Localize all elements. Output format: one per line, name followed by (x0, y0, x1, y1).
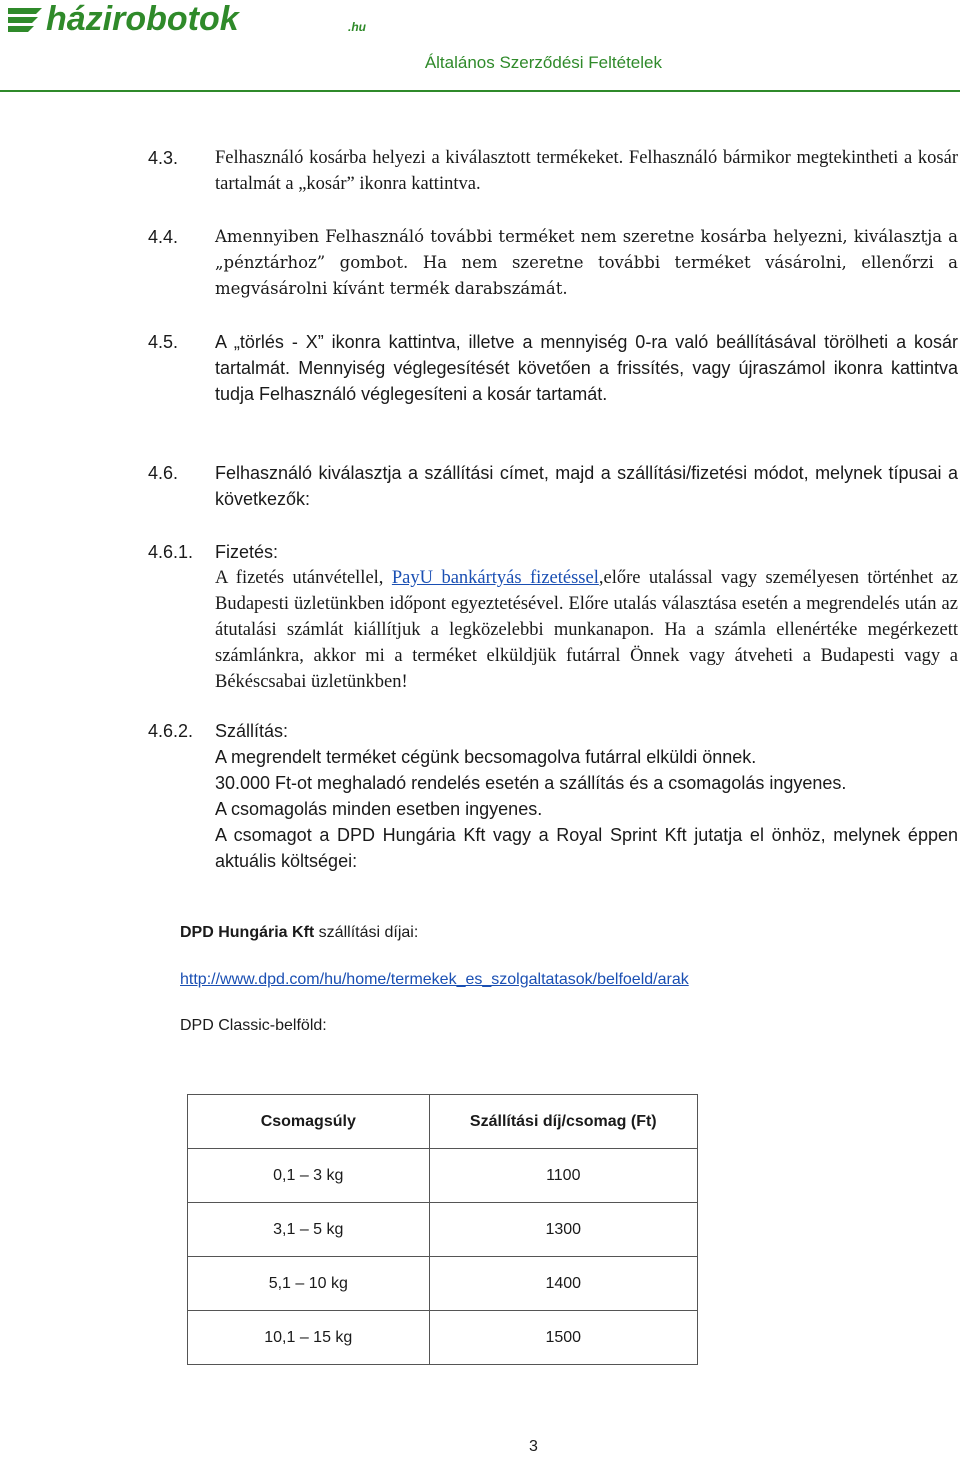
fee-cell: 1300 (429, 1203, 697, 1257)
section-text: Fizetés: A fizetés utánvétellel, PayU bankártyás fizetéssel,előre utalással vagy személyesen történhet az Budapesti üzletünkben időpont egyeztetésével. Előre utalás választása esetén a megrendelés után az átutalási számlát kiállítjuk a legközelebbi munkanapon. Ha a számla ellenértéke megérkezett számlánkra, akkor mi a terméket elküldjük futárral Önnek vagy átveheti a Budapesti vagy a Békéscsabai üzletünkben! (215, 539, 958, 695)
weight-cell: 10,1 – 15 kg (188, 1311, 430, 1365)
dpd-heading: DPD Hungária Kft szállítási díjai: (180, 924, 419, 941)
section-number: 4.6. (148, 463, 179, 483)
column-header-weight: Csomagsúly (188, 1095, 430, 1149)
section-number: 4.5. (148, 332, 179, 352)
section-4-6-1 (148, 539, 958, 695)
section-4-3 (148, 145, 958, 197)
section-heading: Szállítás: (215, 721, 289, 741)
section-number: 4.6.2. (148, 721, 194, 741)
dpd-url-line (180, 971, 689, 989)
fee-cell: 1100 (429, 1149, 697, 1203)
weight-cell: 5,1 – 10 kg (188, 1257, 430, 1311)
section-text: Felhasználó kosárba helyezi a kiválasztott termékeket. Felhasználó bármikor megtekintheti a kosár tartalmát a „kosár” ikonra kattintva. (215, 148, 958, 194)
fee-cell: 1400 (429, 1257, 697, 1311)
section-4-6 (148, 460, 958, 512)
logo-text: házirobotok (46, 2, 239, 34)
section-text: Szállítás: A megrendelt terméket cégünk becsomagolva futárral elküldi önnek. 30.000 Ft-ot meghaladó rendelés esetén a szállítás és a csomagolás ingyenes. A csomagolás minden esetben ingyenes. A csomagot a DPD Hungária Kft vagy a Royal Sprint Kft jutatja el önhöz, melynek éppen aktuális költségei: (215, 718, 958, 874)
fee-cell: 1500 (429, 1311, 697, 1365)
weight-cell: 3,1 – 5 kg (188, 1203, 430, 1257)
section-heading: Fizetés: (215, 542, 279, 562)
section-text: Felhasználó kiválasztja a szállítási címet, majd a szállítási/fizetési módot, melynek típusai a következők: (215, 463, 958, 509)
column-header-fee: Szállítási díj/csomag (Ft) (429, 1095, 697, 1149)
header-divider (0, 90, 960, 92)
section-number: 4.6.1. (148, 542, 194, 562)
dpd-classic-label: DPD Classic-belföld: (180, 1017, 327, 1034)
table-row (188, 1203, 698, 1257)
section-text: A „törlés - X” ikonra kattintva, illetve a mennyiség 0-ra való beállításával törölheti a kosár tartalmát. Mennyiség véglegesítését követően a frissítés, vagy újraszámol ikonra kattintva tudja Felhasználó véglegesíteni a kosár tartamát. (215, 332, 958, 404)
dpd-price-link[interactable]: http://www.dpd.com/hu/home/termekek_es_szolgaltatasok/belfoeld/arak (180, 971, 689, 988)
section-number: 4.4. (148, 227, 179, 247)
logo-suffix: .hu (348, 20, 366, 34)
section-number: 4.3. (148, 148, 179, 168)
section-4-6-2 (148, 718, 958, 874)
page-number: 3 (529, 1438, 538, 1455)
section-text: Amennyiben Felhasználó további terméket nem szeretne kosárba helyezni, kiválasztja a „pénztárhoz” gombot. Ha nem szeretne további terméket vásárolni, ellenőrzi a megvásárolni kívánt termék darabszámát. (215, 227, 959, 298)
payu-link[interactable]: PayU bankártyás fizetéssel (391, 568, 599, 588)
section-4-4 (148, 224, 958, 302)
table-row (188, 1149, 698, 1203)
document-title: Általános Szerződési Feltételek (424, 53, 662, 72)
table-row (188, 1257, 698, 1311)
section-4-5 (148, 329, 958, 407)
table-header-row (188, 1095, 698, 1149)
brand-logo (8, 2, 370, 34)
shipping-tariff-table (187, 1094, 698, 1365)
table-row (188, 1311, 698, 1365)
weight-cell: 0,1 – 3 kg (188, 1149, 430, 1203)
